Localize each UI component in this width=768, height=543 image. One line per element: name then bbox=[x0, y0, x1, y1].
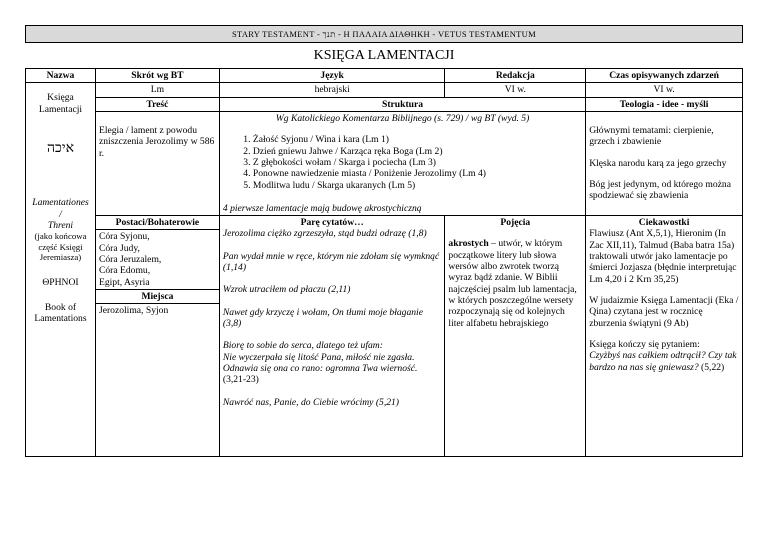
cytaty-cell bbox=[219, 216, 445, 457]
pojecia-term: akrostych bbox=[448, 238, 489, 250]
struktura-list bbox=[223, 134, 582, 191]
postaci-item: Córa Judy, bbox=[98, 242, 140, 254]
ciekawostki-question bbox=[589, 350, 739, 373]
ciekawostki-cell bbox=[586, 216, 743, 457]
teologia-p3: Bóg jest jedynym, od którego można spodziewać się zbawienia bbox=[589, 178, 731, 202]
postaci-header: Postaci/Bohaterowie bbox=[95, 216, 219, 230]
name-greek: ΘΡΗΝΟΙ bbox=[42, 276, 79, 288]
header-row bbox=[26, 69, 743, 83]
quote-6: Nawróć nas, Panie, do Ciebie wrócimy (5,21) bbox=[222, 396, 400, 408]
tresc-text: Elegia / lament z powodu zniszczenia Jerozolimy w 586 r. bbox=[98, 124, 215, 159]
struktura-source: Wg Katolickiego Komentarza Biblijnego (s. 729) / wg BT (wyd. 5) bbox=[275, 112, 530, 124]
miejsca-cell bbox=[95, 304, 219, 457]
col-header-nazwa: Nazwa bbox=[26, 69, 96, 83]
struktura-item: 2. Dzień gniewu Jahwe / Karząca ręka Boga (Lm 2) bbox=[253, 146, 582, 157]
miejsca-header: Miejsca bbox=[96, 289, 219, 302]
col-header-redakcja: Redakcja bbox=[445, 69, 586, 83]
nazwa-cell bbox=[26, 83, 96, 457]
quote-5-intro: Biorę to sobie do serca, dlatego też ufam: bbox=[222, 340, 383, 352]
redakcja-value: VI w. bbox=[445, 83, 586, 97]
ciekawostki-p2: W judaizmie Księga Lamentacji (Eka / Qina) czytana jest w rocznicę zburzenia świątyni (9 Ab) bbox=[589, 295, 739, 329]
values-row bbox=[26, 83, 743, 97]
miejsca-text: Jerozolima, Syjon bbox=[98, 305, 169, 317]
struktura-header: Struktura bbox=[219, 97, 585, 111]
teologia-header: Teologia - idee - myśli bbox=[586, 97, 743, 111]
teologia-p2: Klęska narodu karą za jego grzechy bbox=[589, 157, 727, 169]
name-note: (jako końcowa część Księgi Jeremiasza) bbox=[34, 231, 87, 263]
quote-4: Nawet gdy krzyczę i wołam, On tłumi moje błaganie (3,8) bbox=[222, 306, 423, 329]
pojecia-header: Pojęcia bbox=[500, 217, 531, 229]
pojecia-def: – utwór, w którym początkowe litery lub słowa wersów albo zwrotek tworzą wyraz bądź zdanie. W Biblii najczęściej psalm lub lamentacja, w których poszczególne wersety rozpoczynają się od kolejnych liter alfabetu hebrajskiego bbox=[448, 238, 577, 329]
ciekawostki-question-ref: (5,22) bbox=[698, 361, 725, 373]
postaci-item: Egipt, Asyria bbox=[98, 276, 150, 288]
struktura-cell bbox=[219, 111, 585, 215]
struktura-item: 4. Ponowne nawiedzenie miasta / Poniżenie Jerozolimy (Lm 4) bbox=[253, 168, 582, 179]
struktura-note: 4 pierwsze lamentacje mają budowę akrostychiczną bbox=[222, 202, 422, 214]
col-header-skrot: Skrót wg BT bbox=[95, 69, 219, 83]
name-english: Book of Lamentations bbox=[34, 301, 87, 325]
struktura-item: 1. Żałość Syjonu / Wina i kara (Lm 1) bbox=[253, 134, 582, 145]
info-table bbox=[25, 68, 743, 457]
postaci-item: Córa Syjonu, bbox=[98, 231, 150, 243]
series-header: STARY TESTAMENT - תנך - Η ΠΑΛΑΙΑ ΔΙΑΘΗΚΗ - VETUS TESTAMENTUM bbox=[25, 25, 743, 43]
skrot-value: Lm bbox=[95, 83, 219, 97]
col-header-czas: Czas opisywanych zdarzeń bbox=[586, 69, 743, 83]
struktura-item: 5. Modlitwa ludu / Skarga ukaranych (Lm 5) bbox=[253, 180, 582, 191]
lower-header-row bbox=[26, 216, 743, 230]
tresc-header: Treść bbox=[95, 97, 219, 111]
jezyk-value: hebrajski bbox=[219, 83, 445, 97]
name-hebrew: איכה bbox=[47, 140, 74, 156]
pojecia-cell bbox=[445, 216, 586, 457]
tresc-cell bbox=[95, 111, 219, 215]
czas-value: VI w. bbox=[586, 83, 743, 97]
pojecia-definition bbox=[448, 238, 582, 329]
quote-5 bbox=[223, 340, 442, 374]
ciekawostki-header: Ciekawostki bbox=[638, 217, 690, 229]
quote-5-body: Nie wyczerpała się litość Pana, miłość nie zgasła. Odnawia się ona co rano: ogromna Twa wierność. bbox=[222, 351, 418, 374]
ciekawostki-p3: Księga kończy się pytaniem: bbox=[589, 338, 700, 350]
name-polish: Księga Lamentacji bbox=[38, 92, 83, 115]
cytaty-header: Parę cytatów… bbox=[300, 217, 364, 229]
name-threni: Threni bbox=[47, 220, 74, 232]
name-slash: / bbox=[59, 208, 62, 220]
quote-1: Jerozolima ciężko zgrzeszyła, stąd budzi odrazę (1,8) bbox=[222, 228, 427, 240]
ciekawostki-question-text: Czyżbyś nas całkiem odtrącił? Czy tak bardzo na nas się gniewasz? bbox=[589, 350, 737, 373]
page-title: KSIĘGA LAMENTACJI bbox=[313, 48, 455, 63]
teologia-p1: Głównymi tematami: cierpienie, grzech i zbawienie bbox=[589, 124, 714, 148]
section-labels-row bbox=[26, 97, 743, 111]
postaci-cell bbox=[95, 230, 219, 304]
struktura-item: 3. Z głębokości wołam / Skarga i pociecha (Lm 3) bbox=[253, 157, 582, 168]
postaci-item: Córa Edomu, bbox=[98, 265, 151, 277]
name-latin: Lamentationes bbox=[32, 197, 89, 209]
col-header-jezyk: Język bbox=[219, 69, 445, 83]
teologia-cell bbox=[586, 111, 743, 215]
ciekawostki-p1: Flawiusz (Ant X,5,1), Hieronim (In Zac XII,11), Talmud (Baba batra 15a) traktowali utwór jako lamentacje po śmierci Jozjasza (błędnie interpretując Lm 4,20 i 2 Krn 35,25) bbox=[589, 228, 737, 285]
quote-5-ref: (3,21-23) bbox=[222, 374, 259, 386]
quote-2: Pan wydał mnie w ręce, którym nie zdołam się wymknąć (1,14) bbox=[222, 250, 440, 274]
content-row bbox=[26, 111, 743, 215]
postaci-item: Córa Jeruzalem, bbox=[98, 254, 162, 266]
quote-3: Wzrok utraciłem od płaczu (2,11) bbox=[222, 284, 351, 296]
